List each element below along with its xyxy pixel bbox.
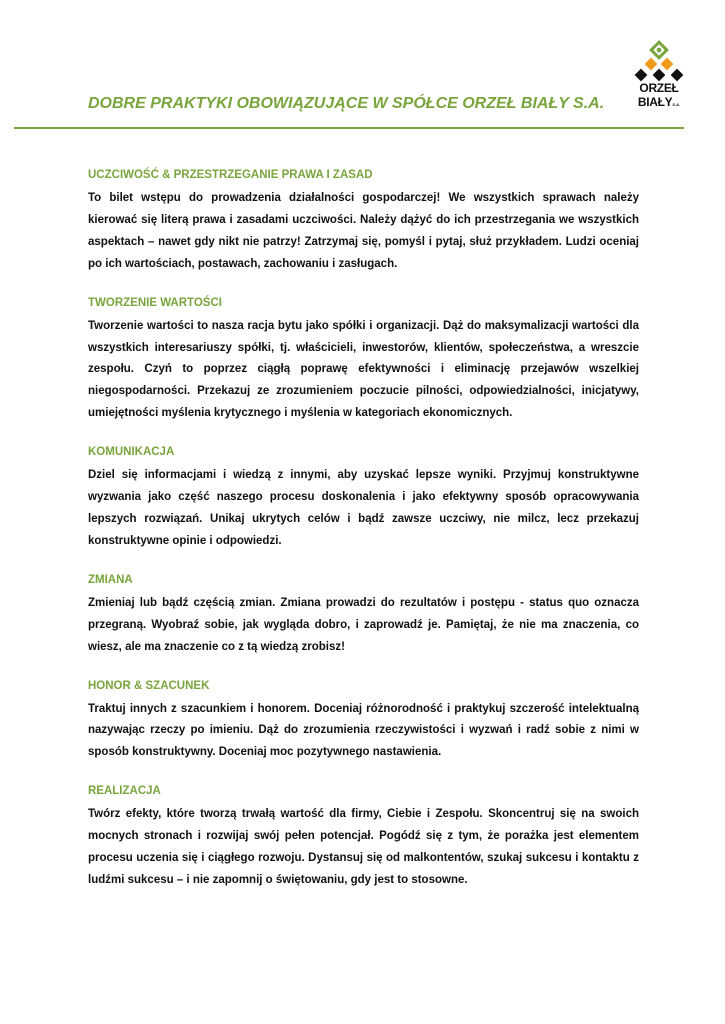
section-text: Traktuj innych z szacunkiem i honorem. Doceniaj różnorodność i praktykuj szczerość intelektualną nazywając rzeczy po imieniu. Dąż do zrozumienia rzeczywistości i wyzwań i radź sobie z nimi w sposób konstruktywny. Doceniaj moc pozytywnego nastawienia. <box>88 702 639 759</box>
section-text: To bilet wstępu do prowadzenia działalności gospodarczej! We wszystkich sprawach należy kierować się literą prawa i zasadami uczciwości. Należy dążyć do ich przestrzegania we wszystkich aspektach – nawet gdy nikt nie patrzy! Zatrzymaj się, pomyśl i pytaj, służ przykładem. Ludzi oceniaj po ich wartościach, postawach, zachowaniu i zasługach. <box>88 192 639 270</box>
logo-black-diamond <box>635 69 648 82</box>
document-title: DOBRE PRAKTYKI OBOWIĄZUJĄCE W SPÓŁCE ORZEŁ BIAŁY S.A. <box>88 95 605 112</box>
logo-text-line1: ORZEŁ <box>639 81 679 95</box>
logo-emblem <box>632 40 686 84</box>
section-text: Tworzenie wartości to nasza racja bytu jako spółki i organizacji. Dąż do maksymalizacji wartości dla wszystkich interesariuszy spółki, tj. właścicieli, inwestorów, klientów, społeczeństwa, a wreszcie zespołu. Czyń to poprzez ciągłą poprawę efektywności i eliminację przejawów wszelkiej niegospodarności. Przekazuj ze zrozumieniem poczucie pilności, odpowiedzialności, inicjatywy, umiejętności myślenia krytycznego i myślenia w kategoriach ekonomicznych. <box>88 319 639 420</box>
section-text: Zmieniaj lub bądź częścią zmian. Zmiana prowadzi do rezultatów i postępu - status quo oznacza przegraną. Wyobraź sobie, jak wygląda dobro, i zaprowadź je. Pamiętaj, że nie ma znaczenia, co wiesz, ale ma znaczenie co z tą wiedzą zrobisz! <box>88 596 639 653</box>
section-uczciwosc <box>88 168 639 276</box>
header-divider <box>14 127 684 129</box>
logo-black-diamond <box>653 69 666 82</box>
section-honor-szacunek <box>88 679 639 765</box>
section-heading: UCZCIWOŚĆ & PRZESTRZEGANIE PRAWA I ZASAD <box>88 169 373 181</box>
document-body <box>88 168 639 912</box>
logo-suffix: S.A. <box>672 102 681 107</box>
section-heading: TWORZENIE WARTOŚCI <box>88 296 222 309</box>
section-zmiana <box>88 573 639 659</box>
section-text: Twórz efekty, które tworzą trwałą wartość dla firmy, Ciebie i Zespołu. Skoncentruj się na swoich mocnych stronach i rozwijaj swój pełen potencjał. Pogódź się z tym, że porażka jest elementem procesu uczenia się i ciągłego rozwoju. Dystansuj się od malkontentów, szukaj sukcesu i kontaktu z ludźmi sukcesu – i nie zapomnij o świętowaniu, gdy jest to stosowne. <box>88 808 639 886</box>
logo-text-line2 <box>632 96 686 111</box>
logo-orange-diamond <box>661 58 674 71</box>
section-heading: ZMIANA <box>88 573 133 586</box>
section-tworzenie-wartosci <box>88 296 639 426</box>
company-logo <box>632 40 686 118</box>
section-text: Dziel się informacjami i wiedzą z innymi, aby uzyskać lepsze wyniki. Przyjmuj konstruktywne wyzwania jako część naszego procesu doskonalenia i jako efektywny sposób opracowywania lepszych rozwiązań. Unikaj ukrytych celów i bądź zawsze uczciwy, nie milcz, lecz przekazuj konstruktywne opinie i odpowiedzi. <box>88 469 639 547</box>
logo-text-line2-main: BIAŁY <box>637 95 673 109</box>
logo-black-diamond <box>671 69 684 82</box>
logo-green-mark <box>649 40 669 60</box>
section-heading: KOMUNIKACJA <box>88 446 175 459</box>
section-heading: REALIZACJA <box>88 785 161 798</box>
section-heading: HONOR & SZACUNEK <box>88 679 210 692</box>
logo-orange-diamond <box>645 58 658 71</box>
section-komunikacja <box>88 445 639 553</box>
section-realizacja <box>88 784 639 892</box>
